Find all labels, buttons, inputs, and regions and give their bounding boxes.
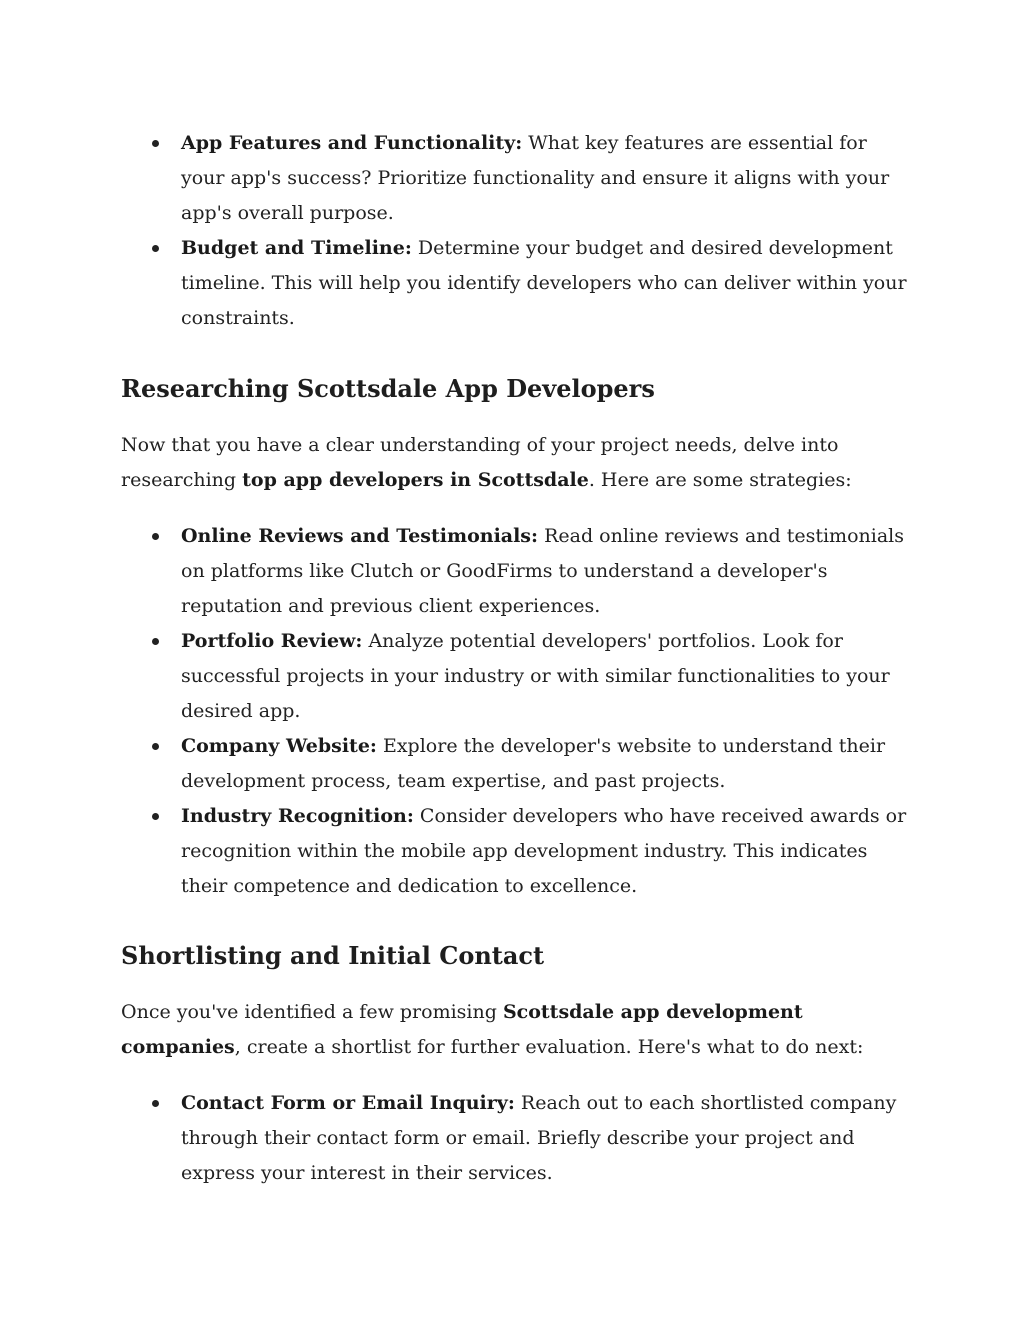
bullet-icon: [152, 533, 159, 540]
list-item-text: Explore the developer's website to understand their development process, team expertise, and past projects.: [181, 735, 886, 792]
shortlist-intro-bold: Scottsdale app development companies: [121, 1001, 803, 1058]
list-item: [181, 1086, 911, 1191]
shortlist-intro-end: , create a shortlist for further evaluation. Here's what to do next:: [234, 1036, 864, 1058]
list-item: [181, 799, 911, 904]
research-intro-paragraph: [121, 428, 911, 498]
list-item-term: App Features and Functionality:: [181, 132, 523, 154]
list-item-text: Reach out to each shortlisted company through their contact form or email. Briefly describe your project and express your interest in their services.: [181, 1092, 897, 1184]
bullet-icon: [152, 140, 159, 147]
research-intro-end: . Here are some strategies:: [588, 469, 852, 491]
bullet-icon: [152, 245, 159, 252]
section-heading-research: Researching Scottsdale App Developers: [121, 374, 655, 403]
list-item-term: Online Reviews and Testimonials:: [181, 525, 539, 547]
list-item-term: Budget and Timeline:: [181, 237, 412, 259]
list-item-text: What key features are essential for your app's success? Prioritize functionality and ensure it aligns with your app's overall purpose.: [181, 132, 890, 224]
list-item-text: Determine your budget and desired development timeline. This will help you identify developers who can deliver within your constraints.: [181, 237, 907, 329]
list-item: [181, 231, 911, 336]
list-item-term: Portfolio Review:: [181, 630, 363, 652]
list-item-term: Contact Form or Email Inquiry:: [181, 1092, 515, 1114]
list-item-text: Consider developers who have received awards or recognition within the mobile app development industry. This indicates their competence and dedication to excellence.: [181, 805, 907, 897]
top-bullet-list: [121, 126, 911, 336]
list-item: [181, 729, 911, 799]
list-item: [181, 624, 911, 729]
shortlist-intro-text: Once you've identified a few promising: [121, 1001, 497, 1023]
section-heading-shortlisting: Shortlisting and Initial Contact: [121, 941, 545, 970]
bullet-icon: [152, 743, 159, 750]
shortlist-bullet-list: [121, 1086, 911, 1191]
bullet-icon: [152, 813, 159, 820]
document-content: [121, 126, 911, 1191]
research-bullet-list: [121, 519, 911, 904]
research-intro-text: Now that you have a clear understanding of your project needs, delve into researching: [121, 434, 839, 491]
list-item-text: Read online reviews and testimonials on platforms like Clutch or GoodFirms to understand a developer's reputation and previous client experiences.: [181, 525, 904, 617]
research-intro-bold: top app developers in Scottsdale: [242, 469, 589, 491]
bullet-icon: [152, 1100, 159, 1107]
list-item: [181, 519, 911, 624]
list-item-term: Company Website:: [181, 735, 377, 757]
shortlist-intro-paragraph: [121, 995, 911, 1065]
list-item: [181, 126, 911, 231]
list-item-text: Analyze potential developers' portfolios. Look for successful projects in your industry or with similar functionalities to your desired app.: [181, 630, 890, 722]
list-item-term: Industry Recognition:: [181, 805, 414, 827]
bullet-icon: [152, 638, 159, 645]
